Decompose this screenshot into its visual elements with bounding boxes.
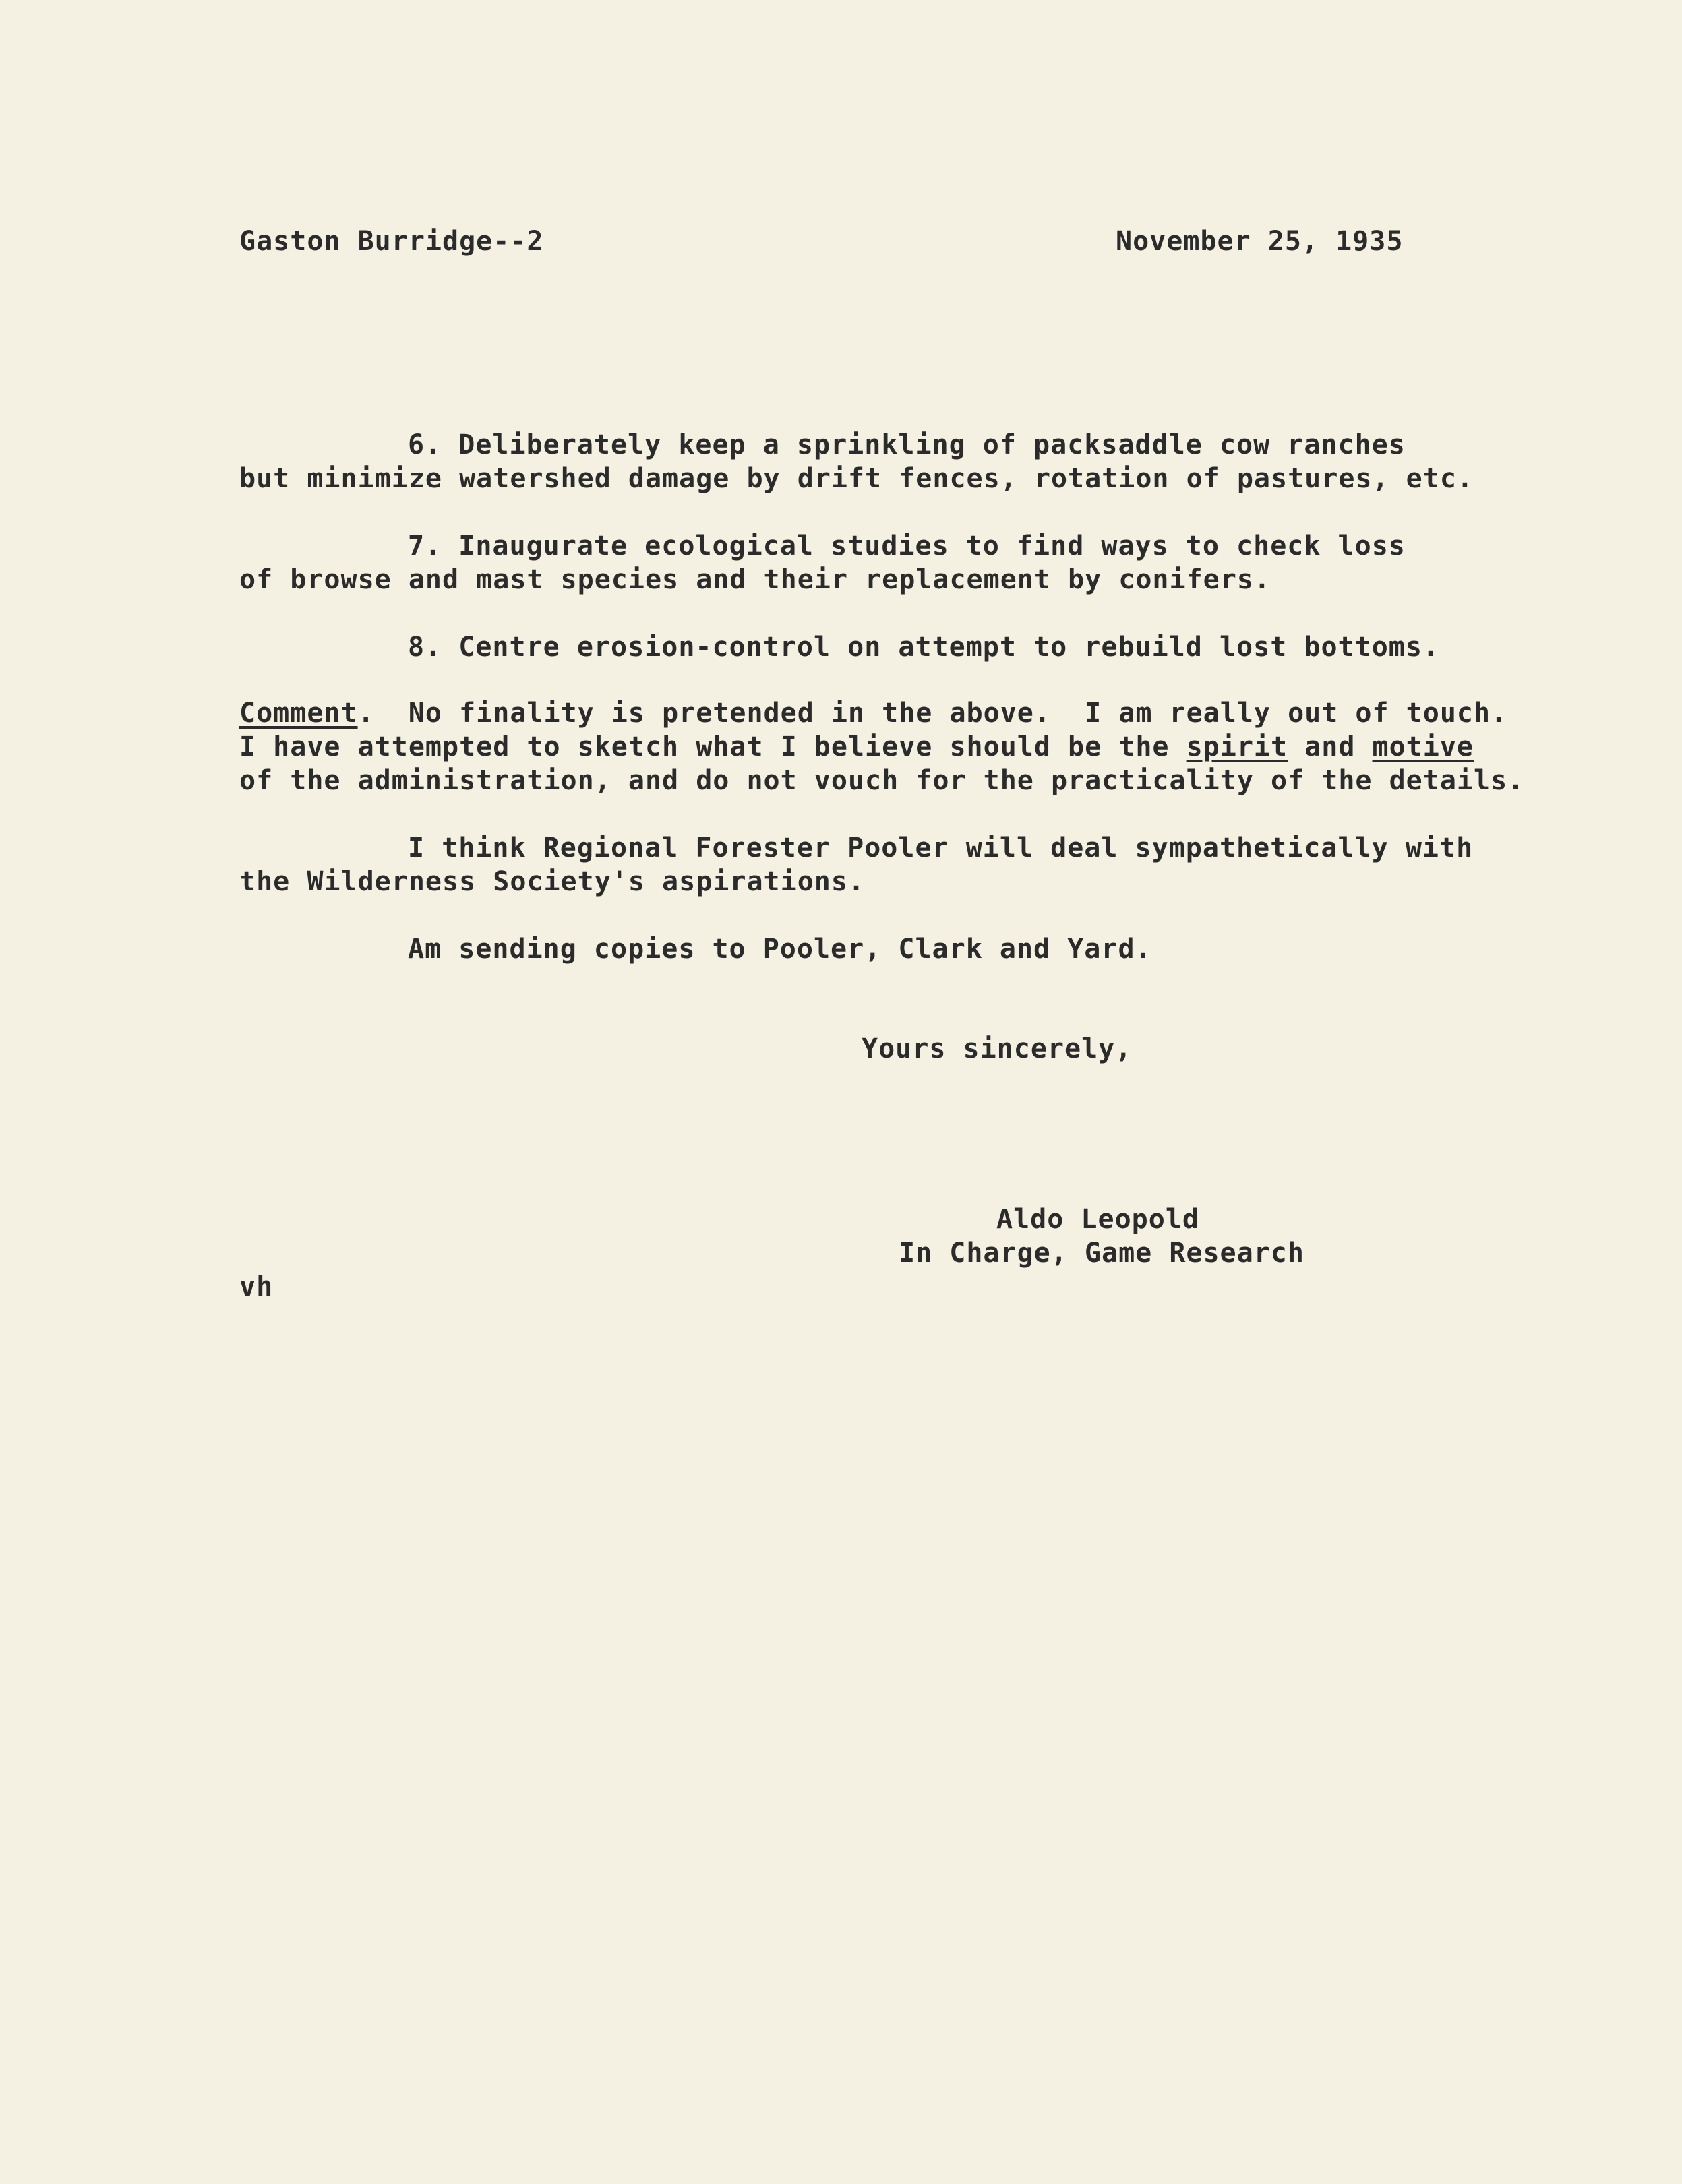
comment-line2 xyxy=(239,731,1474,763)
item-6-line1 xyxy=(408,429,1406,461)
item-8-number: 8. xyxy=(408,632,442,663)
item-6-number: 6. xyxy=(408,429,442,460)
copies-line: Am sending copies to Pooler, Clark and Yard. xyxy=(408,934,1152,965)
comment-line1-rest: . No finality is pretended in the above. I am really out of touch. xyxy=(357,698,1508,729)
item-7-number: 7. xyxy=(408,530,442,562)
item-7-text-1: Inaugurate ecological studies to find ways to check loss xyxy=(458,530,1406,562)
item-6-text-1: Deliberately keep a sprinkling of packsaddle cow ranches xyxy=(458,429,1406,460)
comment-line3: of the administration, and do not vouch for the practicality of the details. xyxy=(239,765,1525,796)
pooler-line1: I think Regional Forester Pooler will deal sympathetically with xyxy=(408,832,1474,863)
item-8-line1 xyxy=(408,631,1439,663)
closing: Yours sincerely, xyxy=(862,1033,1133,1064)
signature-name: Aldo Leopold xyxy=(996,1204,1199,1235)
pooler-line2: the Wilderness Society's aspirations. xyxy=(239,866,866,897)
header-left: Gaston Burridge--2 xyxy=(239,226,544,257)
motive-word: motive xyxy=(1372,731,1474,762)
item-8-text-1: Centre erosion-control on attempt to rebuild lost bottoms. xyxy=(458,632,1440,663)
comment-label: Comment xyxy=(239,698,358,729)
item-6-line2: but minimize watershed damage by drift fences, rotation of pastures, etc. xyxy=(239,463,1474,494)
comment-line1 xyxy=(239,697,1507,729)
signature-title: In Charge, Game Research xyxy=(899,1238,1304,1269)
typist-initials: vh xyxy=(239,1271,274,1302)
comment-and: and xyxy=(1288,731,1373,762)
spirit-word: spirit xyxy=(1186,731,1288,762)
item-7-line1 xyxy=(408,530,1406,562)
header-date: November 25, 1935 xyxy=(1116,226,1404,257)
comment-line2-before: I have attempted to sketch what I believe should be the xyxy=(239,731,1187,762)
item-7-line2: of browse and mast species and their replacement by conifers. xyxy=(239,564,1271,595)
